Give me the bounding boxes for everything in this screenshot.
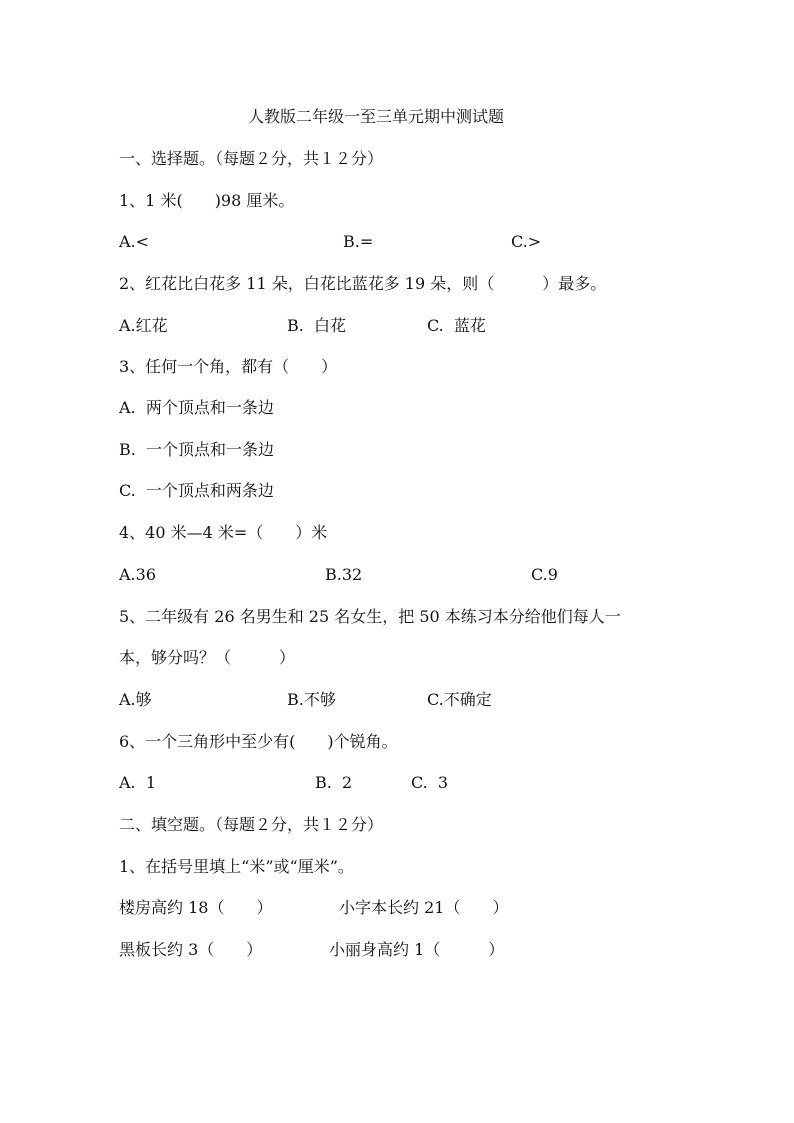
q2-option-c: C. 蓝花	[427, 316, 486, 335]
q3-stem: 3、任何一个角，都有（ ）	[119, 357, 338, 376]
q4-stem: 4、40 米—4 米=（ ）米	[119, 523, 328, 542]
page-title: 人教版二年级一至三单元期中测试题	[248, 107, 505, 126]
q2-stem: 2、红花比白花多 11 朵，白花比蓝花多 19 朵，则（ ）最多。	[119, 274, 607, 293]
q5-option-a: A.够	[119, 690, 152, 709]
section2-heading: 二、填空题。（每题２分，共１２分）	[119, 815, 384, 834]
q3-option-a: A. 两个顶点和一条边	[119, 398, 274, 417]
s2-q1-stem: 1、在括号里填上“米”或“厘米”。	[119, 857, 354, 876]
s2-q1-item-blackboard: 黑板长约 3（ ）	[119, 940, 263, 959]
q5-option-b: B.不够	[287, 690, 336, 709]
q2-option-b: B. 白花	[287, 316, 347, 335]
q5-option-c: C.不确定	[427, 690, 492, 709]
q3-option-c: C. 一个顶点和两条边	[119, 481, 274, 500]
q4-option-c: C.9	[531, 565, 558, 584]
q4-option-b: B.32	[325, 565, 363, 584]
q5-stem-line2: 本，够分吗？（ ）	[119, 648, 296, 667]
q6-stem: 6、一个三角形中至少有( )个锐角。	[119, 732, 398, 751]
q4-option-a: A.36	[119, 565, 156, 584]
q3-option-b: B. 一个顶点和一条边	[119, 440, 275, 459]
q6-option-a: A. 1	[119, 773, 156, 792]
s2-q1-item-height: 小丽身高约 1（ ）	[329, 940, 505, 959]
q6-option-b: B. 2	[315, 773, 353, 792]
q1-option-b: B.=	[343, 232, 374, 251]
q1-option-a: A.<	[119, 232, 150, 251]
q1-stem: 1、1 米( )98 厘米。	[119, 191, 295, 210]
s2-q1-item-notebook: 小字本长约 21（ ）	[339, 898, 509, 917]
section1-heading: 一、选择题。（每题２分，共１２分）	[119, 149, 384, 168]
q2-option-a: A.红花	[119, 316, 168, 335]
q5-stem-line1: 5、二年级有 26 名男生和 25 名女生，把 50 本练习本分给他们每人一	[119, 607, 621, 626]
s2-q1-item-building: 楼房高约 18（ ）	[119, 898, 273, 917]
q1-option-c: C.>	[511, 232, 542, 251]
q6-option-c: C. 3	[411, 773, 449, 792]
